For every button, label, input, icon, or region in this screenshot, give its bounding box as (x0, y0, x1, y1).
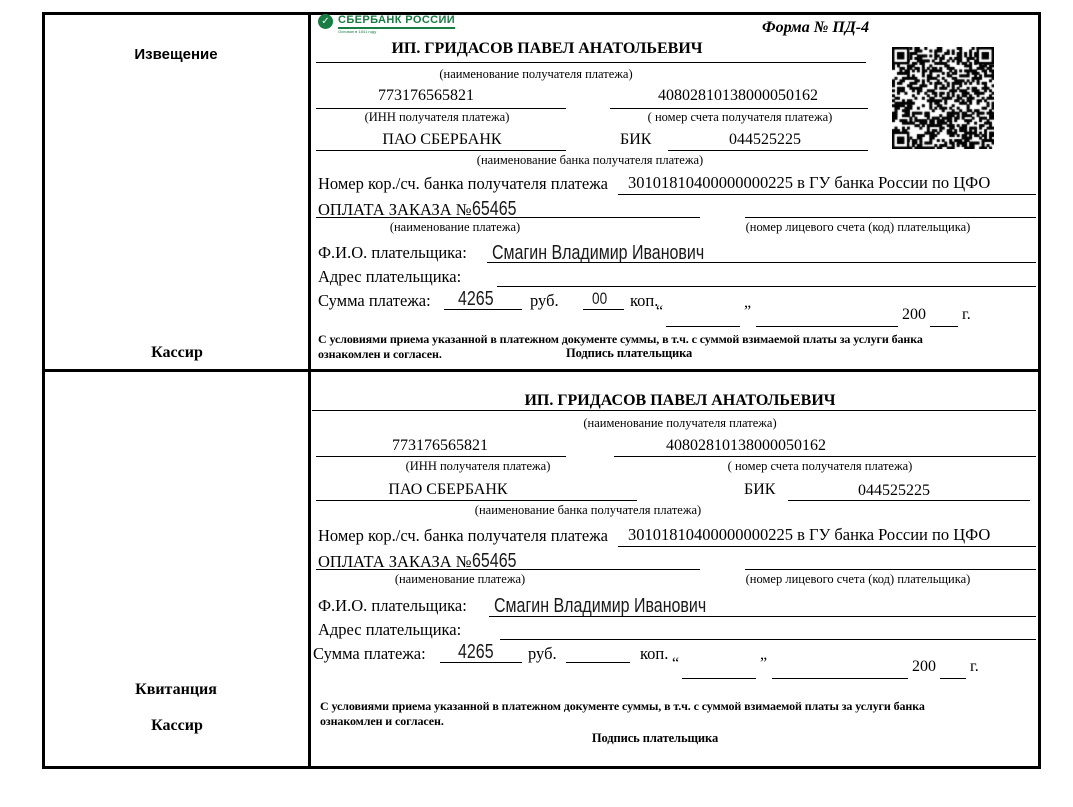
bik-value-2: 044525225 (858, 482, 930, 499)
caption-inn: (ИНН получателя платежа) (364, 110, 510, 124)
underline-inn-2 (316, 456, 566, 457)
underline-corr (618, 194, 1036, 195)
order-prefix-2: ОПЛАТА ЗАКАЗА № (318, 552, 472, 571)
underline-date-year-2 (940, 678, 966, 679)
sum-kop-value: 00 (592, 289, 608, 308)
underline-account-2 (614, 456, 1036, 457)
corr-value: 30101810400000000225 в ГУ банка России по ЦФО (628, 173, 991, 192)
underline-payer-code-2 (745, 569, 1036, 570)
date-open-quote: “ (656, 303, 664, 320)
caption-payer-code-2: (номер лицевого счета (код) плательщика) (745, 572, 971, 586)
sberbank-logo (318, 14, 455, 34)
underline-corr-2 (618, 546, 1036, 547)
payee-account-value: 40802810138000050162 (658, 87, 818, 104)
address-label: Адрес плательщика: (318, 267, 462, 286)
underline-payment-name-2 (316, 569, 700, 570)
bank-name-value: ПАО СБЕРБАНК (382, 131, 502, 148)
rub-label: руб. (530, 291, 559, 310)
signature-label-notice: Подпись плательщика (566, 346, 693, 360)
payee-name-2: ИП. ГРИДАСОВ ПАВЕЛ АНАТОЛЬЕВИЧ (524, 392, 836, 409)
underline-sum-kop-2 (566, 662, 630, 663)
corr-value-2: 30101810400000000225 в ГУ банка России по ЦФО (628, 525, 991, 544)
underline-date-day-2 (682, 678, 756, 679)
sum-label: Сумма платежа: (318, 291, 431, 310)
caption-recipient-2: (наименование получателя платежа) (583, 416, 777, 430)
date-close-quote: ” (744, 303, 752, 320)
agreement-line2: ознакомлен и согласен. (318, 347, 442, 361)
order-number-value: 65465 (471, 198, 517, 220)
underline-payee-name (316, 62, 866, 63)
underline-date-day (666, 326, 740, 327)
agreement-line1-2: С условиями приема указанной в платежном документе суммы, в т.ч. с суммой взимаемой платы за услуги банка (320, 699, 925, 713)
underline-bank (316, 150, 566, 151)
fio-label-2: Ф.И.О. плательщика: (318, 596, 467, 615)
underline-fio (487, 262, 1036, 263)
payee-account-value-2: 40802810138000050162 (666, 437, 826, 454)
fio-value: Смагин Владимир Иванович (492, 242, 705, 264)
date-year-prefix-2: 200 (912, 658, 936, 675)
fio-value-2: Смагин Владимир Иванович (494, 595, 707, 617)
qr-code (892, 47, 994, 149)
sum-rub-value: 4265 (458, 288, 494, 310)
sum-rub-value-2: 4265 (458, 641, 494, 663)
sberbank-logo-text: СБЕРБАНК РОССИИ (338, 14, 455, 29)
underline-date-month-2 (772, 678, 908, 679)
date-close-quote-2: ” (760, 655, 768, 672)
underline-address (497, 286, 1036, 287)
caption-payer-code: (номер лицевого счета (код) плательщика) (745, 220, 971, 234)
caption-inn-2: (ИНН получателя платежа) (405, 459, 551, 473)
signature-label-receipt: Подпись плательщика (591, 731, 719, 745)
caption-bank: (наименование банка получателя платежа) (476, 153, 704, 167)
underline-account (610, 108, 868, 109)
underline-bik (668, 150, 868, 151)
bank-name-value-2: ПАО СБЕРБАНК (388, 481, 508, 498)
caption-payment: (наименование платежа) (389, 220, 521, 234)
kop-label-2: коп. (640, 644, 669, 663)
underline-address-2 (500, 639, 1036, 640)
fio-label: Ф.И.О. плательщика: (318, 243, 467, 262)
underline-fio-2 (489, 616, 1036, 617)
underline-inn (316, 108, 566, 109)
bik-label: БИК (620, 131, 652, 148)
order-prefix: ОПЛАТА ЗАКАЗА № (318, 200, 472, 219)
sum-label-2: Сумма платежа: (313, 644, 426, 663)
caption-account: ( номер счета получателя платежа) (647, 110, 833, 124)
agreement-line1: С условиями приема указанной в платежном документе суммы, в т.ч. с суммой взимаемой платы за услуги банка (318, 332, 923, 346)
caption-payment-2: (наименование платежа) (394, 572, 526, 586)
rub-label-2: руб. (528, 644, 557, 663)
address-label-2: Адрес плательщика: (318, 620, 462, 639)
order-number-value-2: 65465 (471, 550, 517, 572)
underline-bank-2 (316, 500, 637, 501)
underline-bik-2 (788, 500, 1030, 501)
date-year-prefix: 200 (902, 306, 926, 323)
cashier-label-notice: Кассир (151, 344, 203, 361)
date-year-suffix: г. (962, 306, 971, 323)
payee-inn-value-2: 773176565821 (392, 437, 488, 454)
corr-label-2: Номер кор./сч. банка получателя платежа (318, 526, 608, 545)
payee-name: ИП. ГРИДАСОВ ПАВЕЛ АНАТОЛЬЕВИЧ (391, 40, 703, 57)
underline-date-month (756, 326, 898, 327)
underline-payer-code (745, 217, 1036, 218)
underline-date-year (930, 326, 958, 327)
underline-payment-name (316, 217, 700, 218)
sberbank-logo-icon: ✓ (318, 14, 333, 29)
receipt-label: Квитанция (135, 681, 217, 698)
forma-pd4-label: Форма № ПД-4 (762, 19, 870, 36)
corr-label: Номер кор./сч. банка получателя платежа (318, 174, 608, 193)
underline-sum-rub-2 (440, 662, 522, 663)
underline-payee-name-2 (312, 410, 1036, 411)
cashier-label-receipt: Кассир (151, 717, 203, 734)
caption-recipient: (наименование получателя платежа) (439, 67, 633, 81)
bik-value: 044525225 (729, 131, 801, 148)
payee-inn-value: 773176565821 (378, 87, 474, 104)
column-divider (308, 12, 311, 769)
date-year-suffix-2: г. (970, 658, 979, 675)
sberbank-logo-subtext: Основан в 1841 году (338, 29, 377, 34)
underline-sum-kop (583, 309, 624, 310)
caption-bank-2: (наименование банка получателя платежа) (474, 503, 702, 517)
agreement-line2-2: ознакомлен и согласен. (320, 714, 444, 728)
bik-label-2: БИК (744, 481, 776, 498)
date-open-quote-2: “ (672, 655, 680, 672)
kop-label: коп. (630, 291, 659, 310)
caption-account-2: ( номер счета получателя платежа) (727, 459, 913, 473)
notice-label: Извещение (134, 46, 218, 63)
underline-sum-rub (444, 309, 522, 310)
